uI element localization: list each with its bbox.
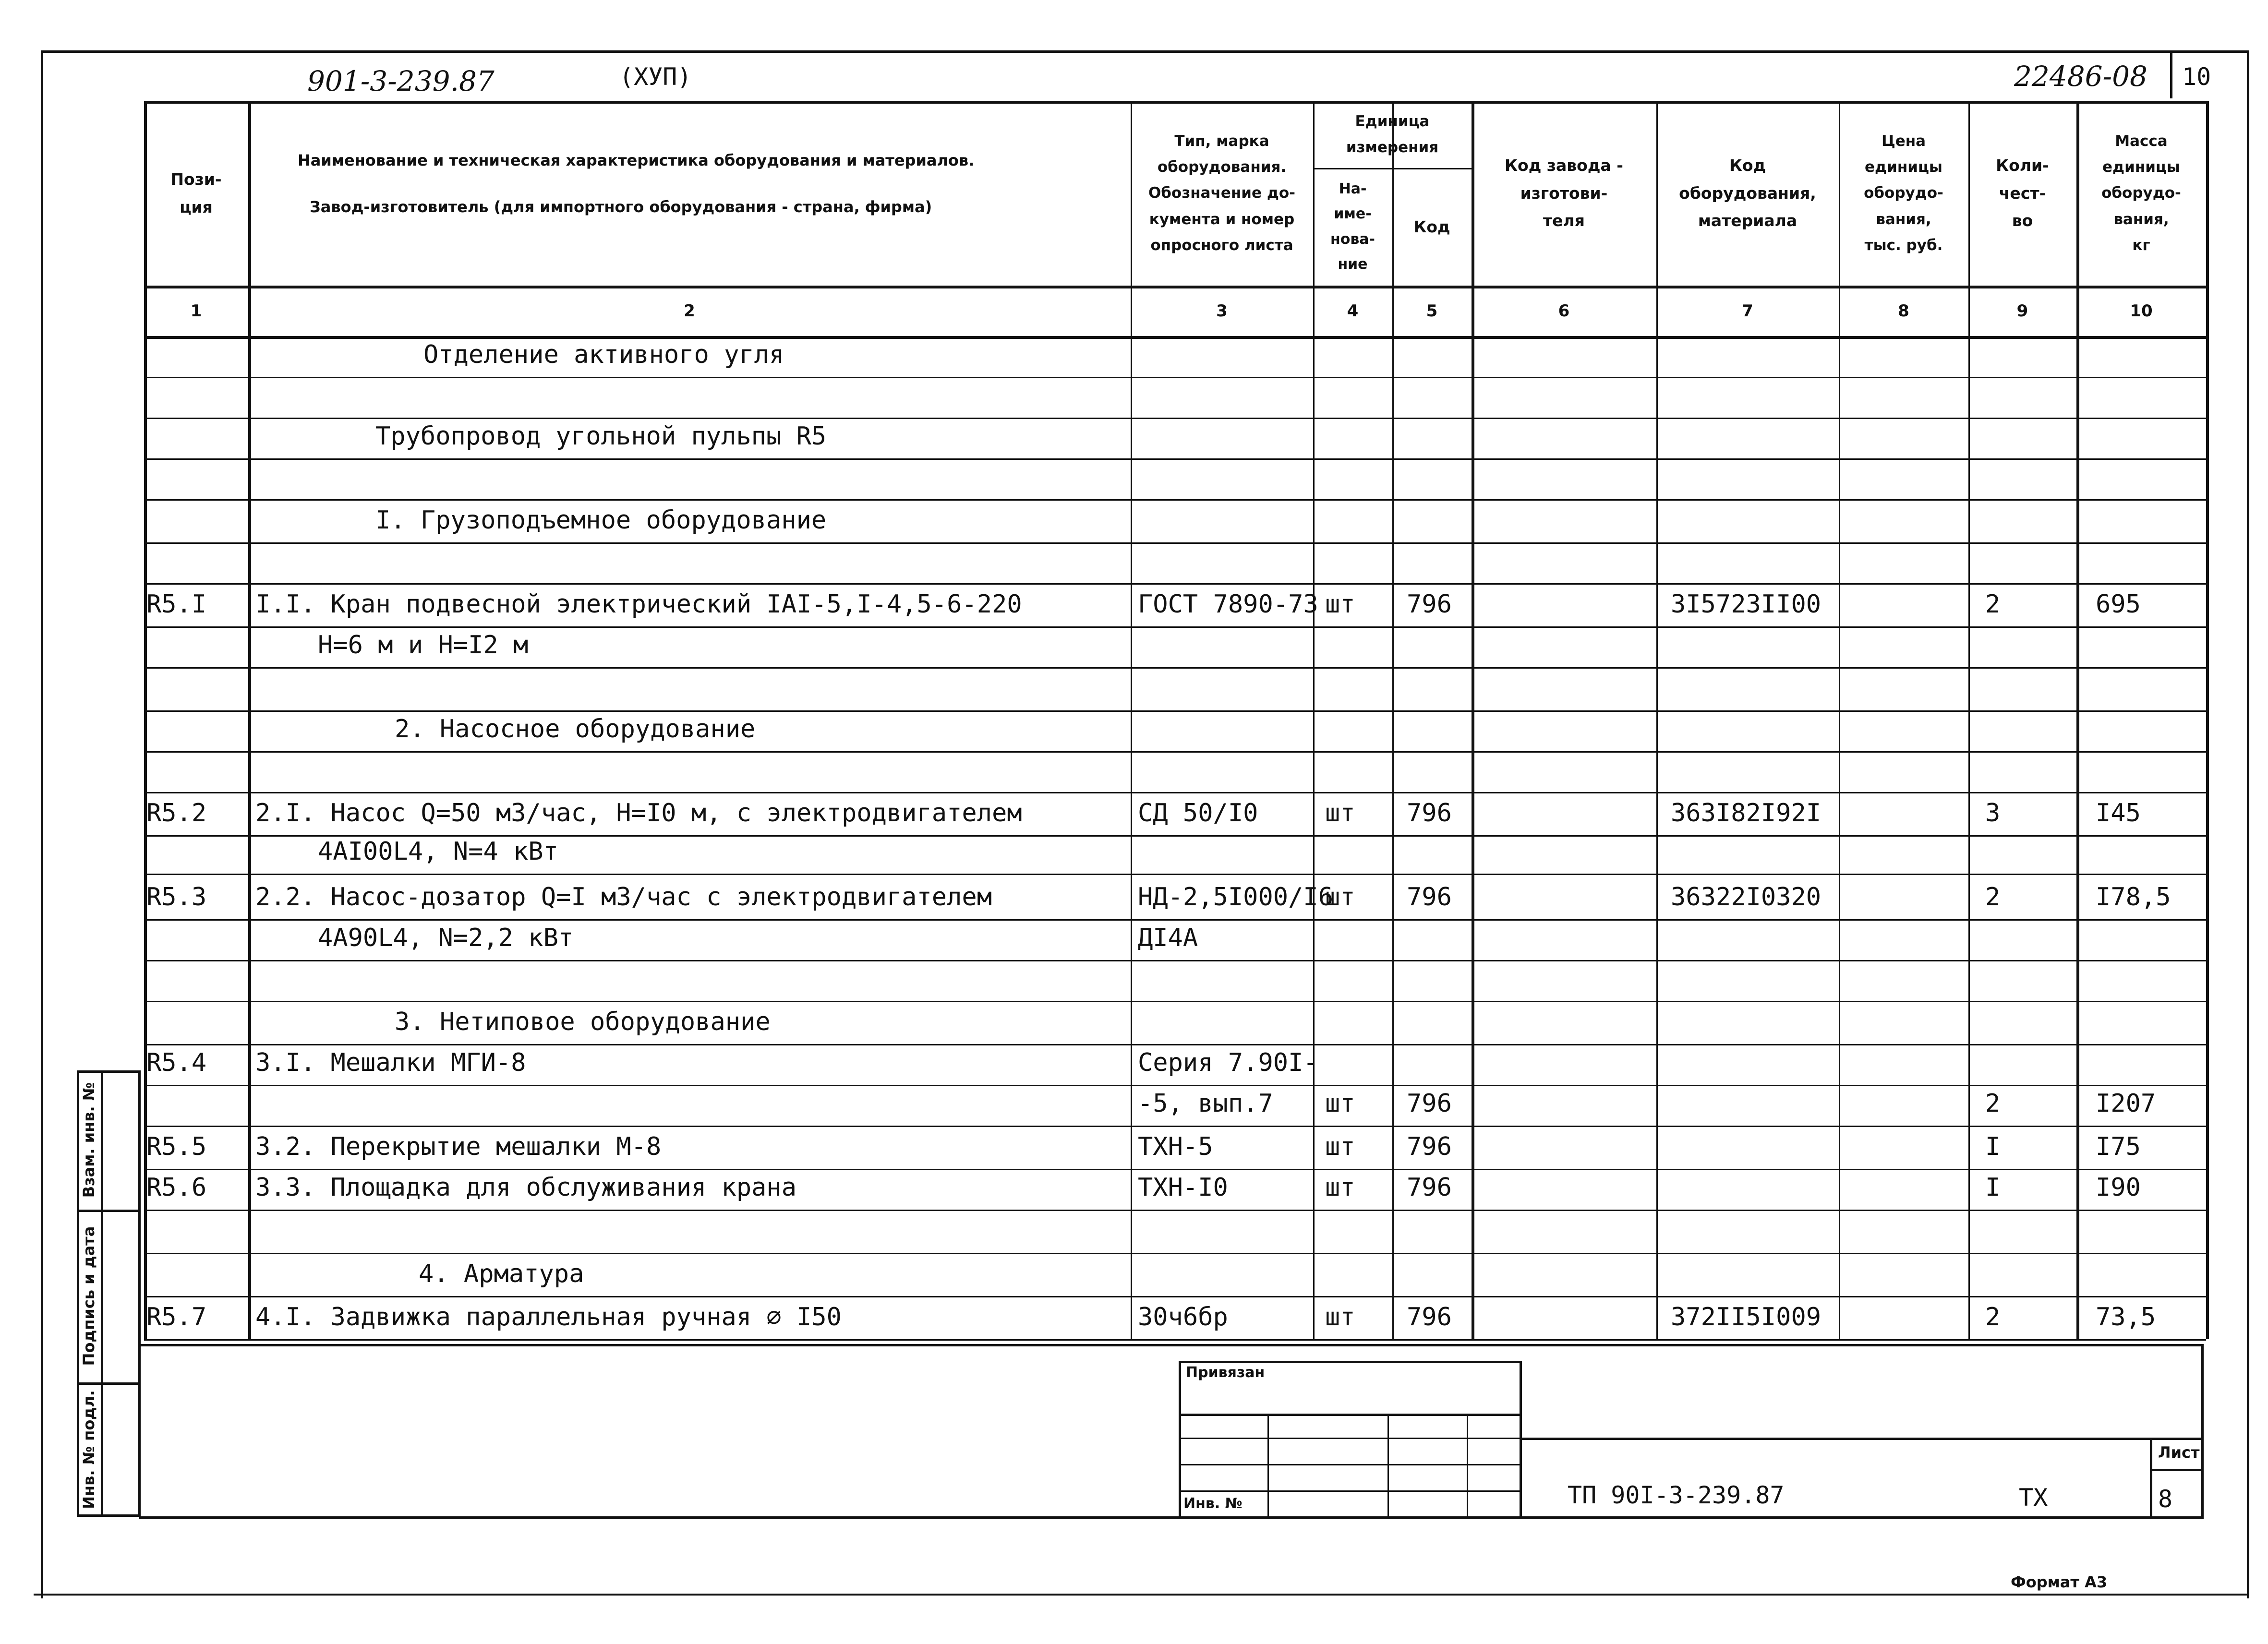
row-type: Серия 7.90I- <box>1138 1048 1318 1077</box>
column-number: 6 <box>1558 301 1570 321</box>
body-row-rule <box>144 1085 2206 1086</box>
section-heading: I. Грузоподъемное оборудование <box>375 506 827 535</box>
row-quantity: 3 <box>1985 799 2001 828</box>
row-position: R5.2 <box>146 799 207 828</box>
body-row-rule <box>144 542 2206 544</box>
header-mass: Масса единицы оборудо- вания, кг <box>2101 132 2181 254</box>
row-mass: 695 <box>2096 590 2141 619</box>
section-heading: 2. Насосное оборудование <box>395 715 756 744</box>
body-row-rule <box>144 960 2206 961</box>
row-mass: I78,5 <box>2096 883 2171 912</box>
privyazan-col-1 <box>1267 1414 1269 1519</box>
row-type: ГОСТ 7890-73 <box>1138 590 1318 619</box>
section-heading: 4AI00L4, N=4 кВт <box>318 837 558 866</box>
row-name: 3.I. Мешалки МГИ-8 <box>255 1048 526 1077</box>
header-unit-name: На- име- нова- ние <box>1330 180 1375 273</box>
title-block-frame <box>139 1344 2204 1519</box>
body-row-rule <box>144 751 2206 753</box>
row-position: R5.5 <box>146 1132 207 1161</box>
project-code: 901-3-239.87 <box>307 65 495 97</box>
section-code: (ХУП) <box>619 63 692 91</box>
body-row-rule <box>144 583 2206 585</box>
row-unit-code: 796 <box>1407 1173 1452 1202</box>
row-type: ТХН-I0 <box>1138 1173 1228 1202</box>
column-number: 8 <box>1898 301 1909 321</box>
header-unit-group: Единица измерения <box>1346 112 1439 156</box>
row-equipment-code: 363I82I92I <box>1671 799 1822 828</box>
row-position: R5.I <box>146 590 207 619</box>
side-stamp-divider <box>101 1070 103 1517</box>
row-unit-code: 796 <box>1407 1303 1452 1332</box>
row-quantity: I <box>1985 1173 2001 1202</box>
page-number: 10 <box>2182 63 2211 91</box>
column-number: 10 <box>2130 301 2153 321</box>
row-unit-code: 796 <box>1407 1089 1452 1118</box>
body-row-rule <box>144 1169 2206 1170</box>
row-unit-name: шт <box>1325 1089 1355 1118</box>
page-number-divider <box>2170 50 2172 98</box>
table-bottom-rule <box>144 1339 2206 1341</box>
body-row-rule <box>144 667 2206 669</box>
row-unit-name: шт <box>1325 799 1355 828</box>
body-row-rule <box>144 874 2206 875</box>
body-row-rule <box>144 919 2206 921</box>
header-quantity: Коли- чест- во <box>1996 156 2049 230</box>
section-heading: H=6 м и H=I2 м <box>318 631 529 660</box>
row-name: 2.I. Насос Q=50 м3/час, H=I0 м, с электродвигателем <box>255 799 1022 828</box>
privyazan-col-3 <box>1467 1414 1468 1519</box>
row-position: R5.4 <box>146 1048 207 1077</box>
row-mass: I75 <box>2096 1132 2141 1161</box>
row-unit-name: шт <box>1325 590 1355 619</box>
row-unit-code: 796 <box>1407 883 1452 912</box>
row-equipment-code: 3I5723II00 <box>1671 590 1822 619</box>
body-row-rule <box>144 626 2206 628</box>
header-plant-code: Код завода - изготови- теля <box>1505 156 1623 230</box>
stamp-vzam-inv: Взам. инв. № <box>80 1082 98 1198</box>
body-row-rule <box>144 418 2206 419</box>
sheet-divider <box>2150 1438 2152 1519</box>
row-type: ДI4А <box>1138 924 1198 952</box>
row-name: I.I. Кран подвесной электрический IAI-5,I-4,5-6-220 <box>255 590 1022 619</box>
sheet-number: 8 <box>2158 1485 2173 1513</box>
row-name: 3.2. Перекрытие мешалки М-8 <box>255 1132 662 1161</box>
section-heading: Трубопровод угольной пульпы R5 <box>375 422 827 451</box>
sheet-label-rule <box>2150 1469 2204 1471</box>
row-type: 30ч6бр <box>1138 1303 1228 1332</box>
format-label: Формат А3 <box>2011 1573 2108 1591</box>
row-equipment-code: 36322I0320 <box>1671 883 1822 912</box>
row-position: R5.7 <box>146 1303 207 1332</box>
row-name: 4.I. Задвижка параллельная ручная ⌀ I50 <box>255 1303 842 1332</box>
section-heading: Отделение активного угля <box>423 340 784 369</box>
column-number: 2 <box>684 301 695 321</box>
body-row-rule <box>144 1001 2206 1002</box>
row-type: СД 50/I0 <box>1138 799 1258 828</box>
header-name-line1: Наименование и техническая характеристика оборудования и материалов. <box>298 151 975 169</box>
header-unit-code: Код <box>1413 217 1450 236</box>
privyazan-rule-3 <box>1179 1464 1522 1465</box>
row-unit-code: 796 <box>1407 799 1452 828</box>
header-equipment-code: Код оборудования, материала <box>1679 156 1816 230</box>
body-row-rule <box>144 1044 2206 1045</box>
bottom-trim-line <box>34 1594 2249 1596</box>
column-number: 4 <box>1347 301 1359 321</box>
document-code: ТП 90I-3-239.87 <box>1568 1481 1785 1509</box>
header-type: Тип, марка оборудования. Обозначение до- кумента и номер опросного листа <box>1148 132 1296 254</box>
row-unit-code: 796 <box>1407 1132 1452 1161</box>
privyazan-rule-2 <box>1179 1438 1522 1439</box>
row-mass: I90 <box>2096 1173 2141 1202</box>
body-row-rule <box>144 377 2206 378</box>
row-name: 2.2. Насос-дозатор Q=I м3/час с электродвигателем <box>255 883 992 912</box>
row-quantity: I <box>1985 1132 2001 1161</box>
row-quantity: 2 <box>1985 1303 2001 1332</box>
body-row-rule <box>144 710 2206 712</box>
privyazan-col-2 <box>1387 1414 1389 1519</box>
body-row-rule <box>144 792 2206 793</box>
header-name-line2: Завод-изготовитель (для импортного оборудования - страна, фирма) <box>310 198 932 216</box>
row-mass: 73,5 <box>2096 1303 2156 1332</box>
body-row-rule <box>144 1253 2206 1254</box>
side-stamp-sep-1 <box>77 1210 141 1212</box>
column-number: 9 <box>2016 301 2028 321</box>
registration-number: 22486-08 <box>2014 60 2147 93</box>
body-row-rule <box>144 1296 2206 1297</box>
column-rule-11 <box>2206 101 2209 1339</box>
sheet-label: Лист <box>2158 1443 2200 1462</box>
body-row-rule <box>144 458 2206 460</box>
section-heading: 4A90L4, N=2,2 кВт <box>318 924 574 952</box>
column-rule-5 <box>1392 168 1394 1339</box>
row-unit-name: шт <box>1325 883 1355 912</box>
body-row-rule <box>144 1210 2206 1211</box>
document-mark: ТХ <box>2019 1484 2048 1512</box>
row-equipment-code: 372II5I009 <box>1671 1303 1822 1332</box>
row-type: -5, вып.7 <box>1138 1089 1273 1118</box>
column-number: 3 <box>1216 301 1228 321</box>
row-mass: I45 <box>2096 799 2141 828</box>
row-unit-name: шт <box>1325 1132 1355 1161</box>
privyazan-rule-1 <box>1179 1414 1522 1416</box>
row-type: НД-2,5I000/I6 <box>1138 883 1333 912</box>
header-price: Цена единицы оборудо- вания, тыс. руб. <box>1864 132 1943 254</box>
column-number: 7 <box>1742 301 1753 321</box>
body-row-rule <box>144 499 2206 501</box>
row-unit-name: шт <box>1325 1173 1355 1202</box>
row-unit-name: шт <box>1325 1303 1355 1332</box>
section-heading: 3. Нетиповое оборудование <box>395 1008 771 1036</box>
column-number: 5 <box>1426 301 1438 321</box>
column-number: 1 <box>190 301 202 321</box>
row-mass: I207 <box>2096 1089 2156 1118</box>
body-row-rule <box>144 835 2206 837</box>
privyazan-label: Привязан <box>1186 1364 1265 1381</box>
header-position: Пози- ция <box>170 169 222 216</box>
row-position: R5.3 <box>146 883 207 912</box>
stamp-inv-podl: Инв. № подл. <box>80 1390 98 1509</box>
row-quantity: 2 <box>1985 883 2001 912</box>
body-row-rule <box>144 1126 2206 1127</box>
stamp-podpis-data: Подпись и дата <box>80 1226 98 1366</box>
row-position: R5.6 <box>146 1173 207 1202</box>
side-stamp-sep-2 <box>77 1382 141 1385</box>
row-unit-code: 796 <box>1407 590 1452 619</box>
doc-code-top-rule <box>1522 1438 2204 1440</box>
column-number-row-rule <box>144 336 2206 339</box>
row-type: ТХН-5 <box>1138 1132 1213 1161</box>
row-quantity: 2 <box>1985 590 2001 619</box>
inv-no-label: Инв. № <box>1183 1495 1243 1512</box>
privyazan-rule-4 <box>1179 1490 1522 1492</box>
row-name: 3.3. Площадка для обслуживания крана <box>255 1173 797 1202</box>
section-heading: 4. Арматура <box>419 1260 584 1288</box>
row-quantity: 2 <box>1985 1089 2001 1118</box>
